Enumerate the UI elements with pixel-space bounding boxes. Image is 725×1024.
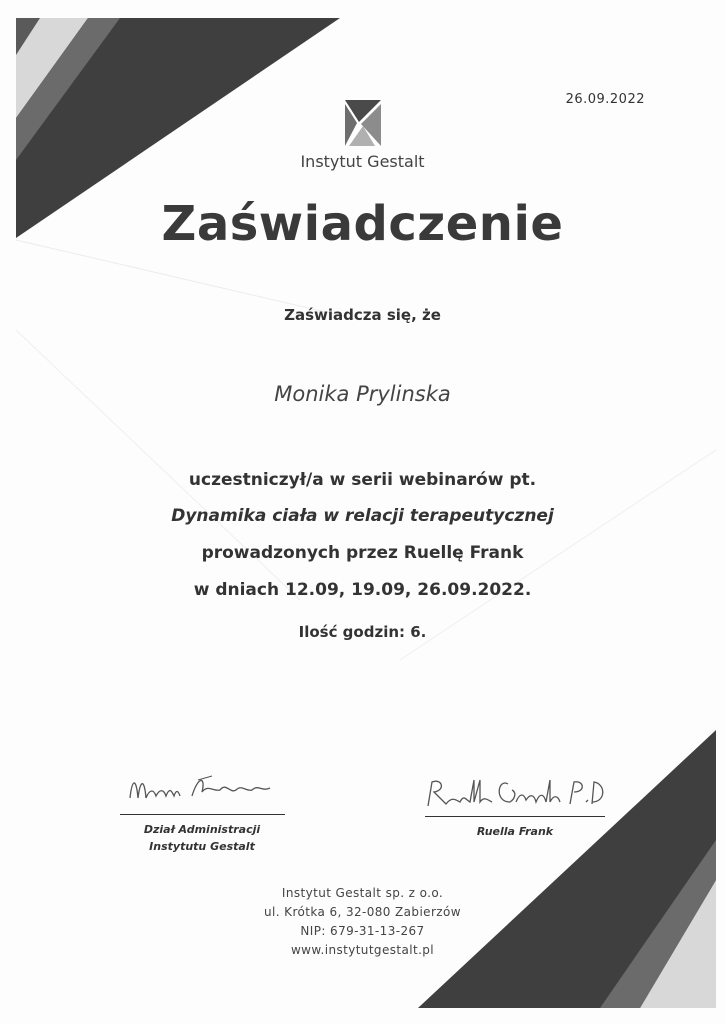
footer-nip: NIP: 679-31-13-267 [300, 924, 425, 938]
institute-logo [0, 100, 725, 171]
signature-right [420, 772, 610, 840]
body-line-3: prowadzonych przez Ruellę Frank [201, 543, 524, 563]
signature-left-label-line1: Dział Administracji [143, 823, 261, 836]
recipient-name: Monika Prylinska [274, 382, 451, 406]
certificate-title: Zaświadczenie [161, 196, 564, 252]
webinar-title: Dynamika ciała w relacji terapeutycznej [171, 506, 554, 526]
signature-right-label: Ruella Frank [476, 825, 554, 838]
handwritten-signature-left [112, 762, 292, 810]
signature-line-left [120, 814, 285, 815]
footer-website: www.instytutgestalt.pl [290, 943, 435, 957]
signature-left-label [112, 821, 292, 855]
logo-name: Instytut Gestalt [300, 152, 425, 171]
issue-date: 26.09.2022 [565, 92, 645, 107]
footer-company: Instytut Gestalt sp. z o.o. [281, 886, 444, 900]
webinar-dates: w dniach 12.09, 19.09, 26.09.2022. [193, 580, 532, 600]
intro-text: Zaświadcza się, że [284, 306, 441, 324]
body-line-1: uczestniczył/a w serii webinarów pt. [188, 470, 537, 490]
signature-left-label-line2: Instytutu Gestalt [149, 840, 255, 853]
footer-address: ul. Krótka 6, 32-080 Zabierzów [264, 905, 461, 919]
footer [0, 884, 725, 960]
hours-count: Ilość godzin: 6. [298, 623, 427, 641]
signature-line-right [425, 816, 605, 817]
handwritten-signature-right [420, 772, 610, 812]
signature-left [112, 762, 292, 855]
gestalt-logo-icon [345, 100, 381, 146]
